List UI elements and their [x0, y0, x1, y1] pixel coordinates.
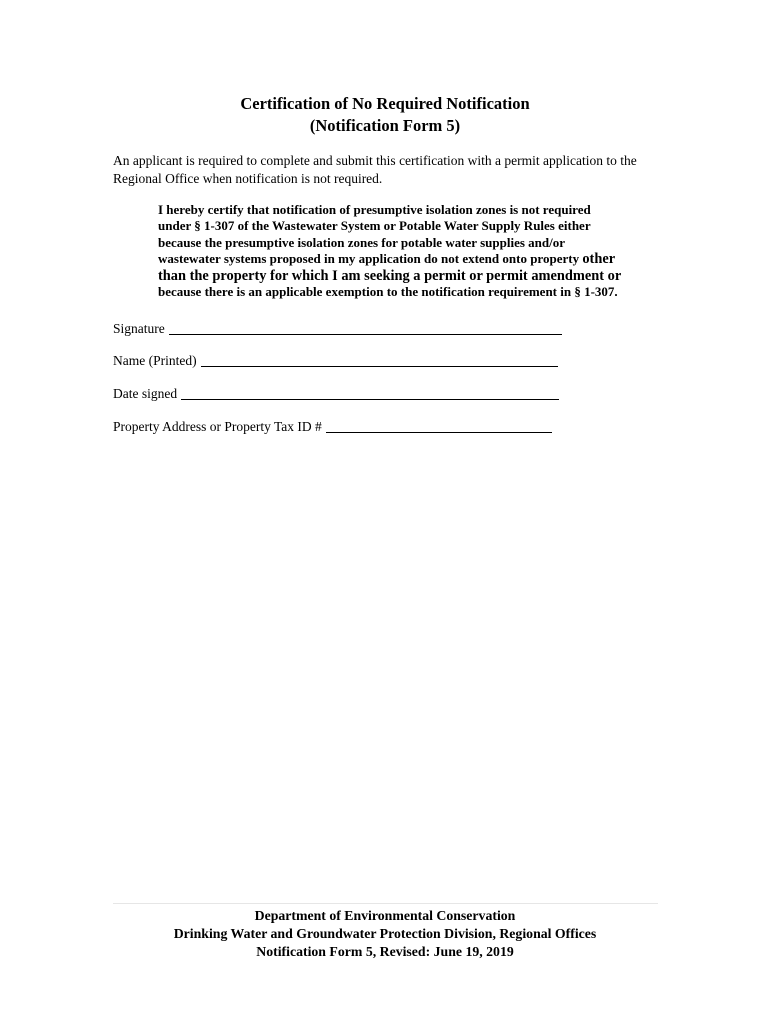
signature-field: [113, 320, 562, 338]
certification-statement: [158, 202, 658, 300]
intro-paragraph: [113, 152, 661, 187]
address-label: Property Address or Property Tax ID #: [113, 419, 322, 434]
cert-line-4-other: other: [582, 251, 616, 268]
date-label: Date signed: [113, 386, 178, 401]
date-line[interactable]: [181, 387, 559, 400]
intro-line-1: An applicant is required to complete and submit this certification with a permit application to the: [113, 153, 637, 168]
footer-revision: Notification Form 5, Revised: June 19, 2019: [256, 944, 514, 959]
form-subtitle: (Notification Form 5): [309, 116, 461, 135]
signature-label: Signature: [113, 321, 165, 336]
name-label: Name (Printed): [113, 353, 197, 368]
address-line[interactable]: [326, 420, 552, 433]
intro-line-2: Regional Office when notification is not required.: [113, 170, 383, 186]
cert-line-4: [158, 251, 658, 267]
signature-line[interactable]: [169, 322, 562, 335]
name-field: [113, 352, 558, 370]
cert-line-1: I hereby certify that notification of presumptive isolation zones is not required: [158, 202, 591, 217]
address-field: [113, 418, 552, 436]
cert-line-4-text: wastewater systems proposed in my application do not extend onto property: [158, 251, 583, 267]
cert-line-3: because the presumptive isolation zones for potable water supplies and/or: [158, 234, 565, 250]
footer-division: Drinking Water and Groundwater Protection Division, Regional Offices: [173, 926, 597, 941]
cert-line-5: than the property for which I am seeking a permit or permit amendment or: [158, 267, 622, 284]
name-line[interactable]: [201, 354, 558, 367]
footer-department: Department of Environmental Conservation: [254, 908, 516, 923]
cert-line-2: under § 1-307 of the Wastewater System or Potable Water Supply Rules either: [158, 218, 591, 234]
date-field: [113, 385, 559, 403]
form-title: Certification of No Required Notification: [240, 94, 530, 113]
cert-line-6: because there is an applicable exemption to the notification requirement in § 1-307.: [158, 284, 618, 300]
footer-divider: [113, 903, 658, 904]
